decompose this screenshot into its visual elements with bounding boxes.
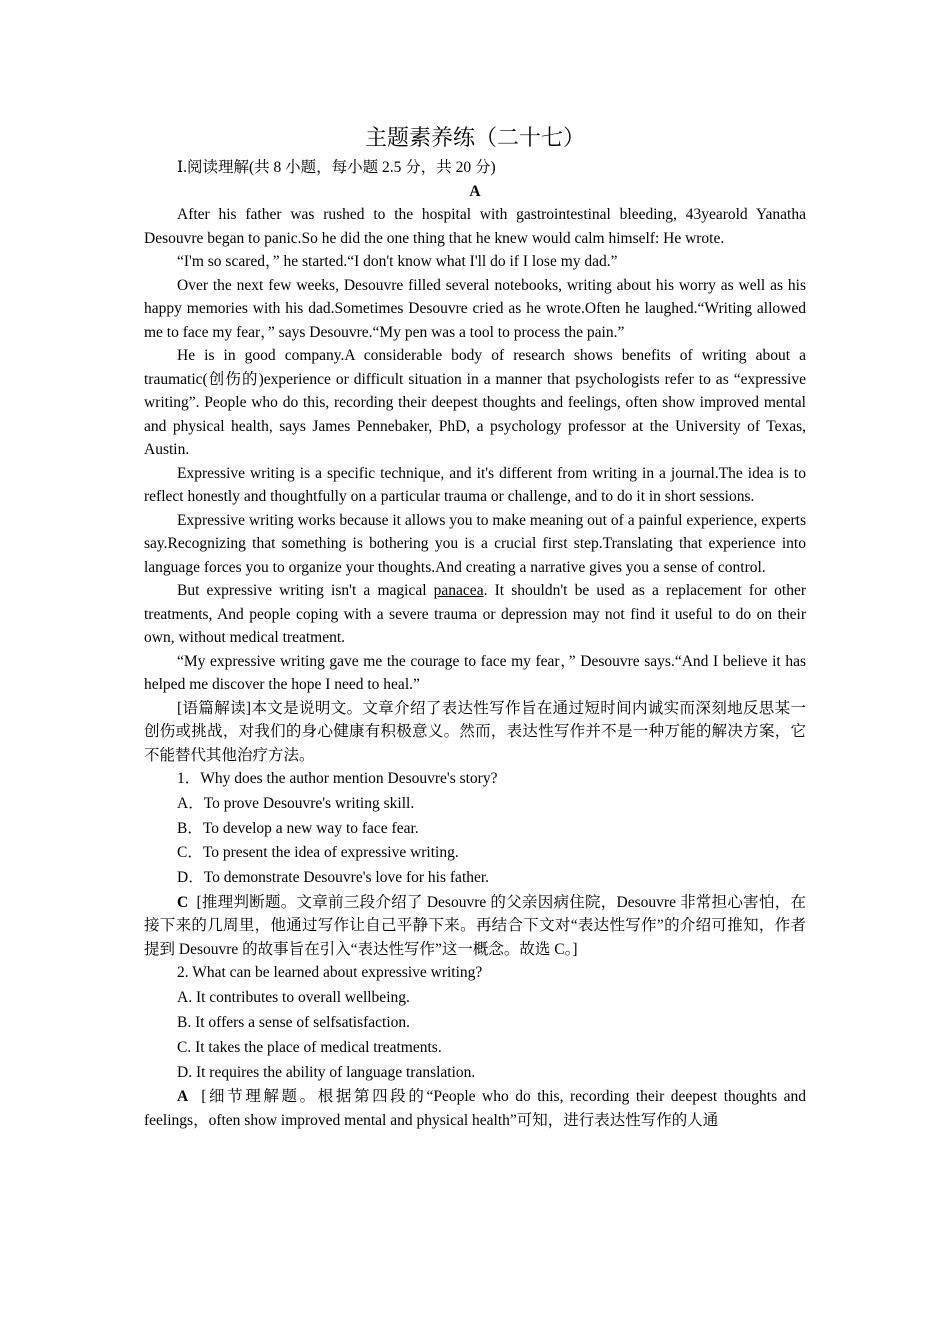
passage-paragraph-5: Expressive writing is a specific technique, and it's different from writing in a journal.The idea is to reflect honestly and thoughtfully on a particular trauma or challenge, and to do it in short sessions. xyxy=(144,464,806,505)
question-1-option-c: C．To present the idea of expressive writing. xyxy=(177,844,459,862)
question-1 xyxy=(144,767,806,961)
question-2-option-b: B. It offers a sense of selfsatisfaction. xyxy=(177,1014,411,1032)
question-2-stem: 2. What can be learned about expressive writing? xyxy=(177,964,483,982)
page-title: 主题素养练（二十七） xyxy=(364,126,585,151)
question-2-answer xyxy=(144,1085,806,1132)
paragraph-7-text-after: . It shouldn't be used as a replacement for other treatments, And people coping with a severe trauma or depression may not find it useful to do on their own, without medical treatment. xyxy=(144,582,807,646)
question-2-explanation: [细节理解题。根据第四段的“People who do this, recording their deepest thoughts and feelings，often show improved mental and physical health”可知，进行表达性写作的人通 xyxy=(144,1088,806,1129)
question-2-option-a: A. It contributes to overall wellbeing. xyxy=(177,989,410,1007)
discourse-analysis xyxy=(144,697,806,768)
passage-label: A xyxy=(469,182,481,200)
underlined-word-panacea: panacea xyxy=(433,582,484,599)
analysis-label: [语篇解读] xyxy=(177,699,252,717)
question-1-option-a: A．To prove Desouvre's writing skill. xyxy=(177,794,415,812)
question-1-option-d: D．To demonstrate Desouvre's love for his father. xyxy=(177,869,490,887)
section-heading: Ⅰ.阅读理解(共 8 小题，每小题 2.5 分，共 20 分) xyxy=(177,159,496,176)
question-1-answer xyxy=(144,891,806,962)
passage-paragraph-1: After his father was rushed to the hospital with gastrointestinal bleeding, 43yearold Yanatha Desouvre began to panic.So he did the one thing that he knew would calm himself: He wrote. xyxy=(144,206,806,247)
question-1-option-b: B．To develop a new way to face fear. xyxy=(177,819,419,837)
passage-paragraph-2: “I'm so scared，” he started.“I don't know what I'll do if I lose my dad.” xyxy=(177,253,618,270)
question-2 xyxy=(144,961,806,1132)
analysis-text: 本文是说明文。文章介绍了表达性写作旨在通过短时间内诚实而深刻地反思某一创伤或挑战，对我们的身心健康有积极意义。然而，表达性写作并不是一种万能的解决方案，它不能替代其他治疗方法。 xyxy=(144,699,806,764)
question-1-explanation: [推理判断题。文章前三段介绍了 Desouvre 的父亲因病住院，Desouvre 非常担心害怕，在接下来的几周里，他通过写作让自己平静下来。再结合下文对“表达性写作”的介绍可推知，作者提到 Desouvre 的故事旨在引入“表达性写作”这一概念。故选 C。] xyxy=(144,893,806,958)
passage-paragraph-6: Expressive writing works because it allows you to make meaning out of a painful experience, experts say.Recognizing that something is bothering you is a crucial first step.Translating that experience into language forces you to organize your thoughts.And creating a narrative gives you a sense of control. xyxy=(144,511,806,576)
passage-paragraph-8: “My expressive writing gave me the courage to face my fear，” Desouvre says.“And I believe it has helped me discover the hope I need to heal.” xyxy=(144,652,806,693)
paragraph-7-text-before: But expressive writing isn't a magical xyxy=(177,582,434,599)
question-1-stem: 1．Why does the author mention Desouvre's story? xyxy=(177,770,498,787)
document-content xyxy=(144,124,806,1132)
question-2-option-d: D. It requires the ability of language translation. xyxy=(177,1063,476,1081)
passage-paragraph-7 xyxy=(144,579,806,650)
question-1-answer-letter: C xyxy=(177,893,189,911)
passage-paragraph-3: Over the next few weeks, Desouvre filled several notebooks, writing about his worry as well as his happy memories with his dad.Sometimes Desouvre cried as he wrote.Often he laughed.“Writing allowed me to face my fear，” says Desouvre.“My pen was a tool to process the pain.” xyxy=(144,276,806,341)
question-2-answer-letter: A xyxy=(177,1088,189,1106)
question-2-option-c: C. It takes the place of medical treatments. xyxy=(177,1038,442,1056)
passage-paragraph-4: He is in good company.A considerable body of research shows benefits of writing about a traumatic(创伤的)experience or difficult situation in a manner that psychologists refer to as “expressive writing”. People who do this, recording their deepest thoughts and feelings, often show improved mental and physical health, says James Pennebaker, PhD, a psychology professor at the University of Texas, Austin. xyxy=(144,347,806,458)
